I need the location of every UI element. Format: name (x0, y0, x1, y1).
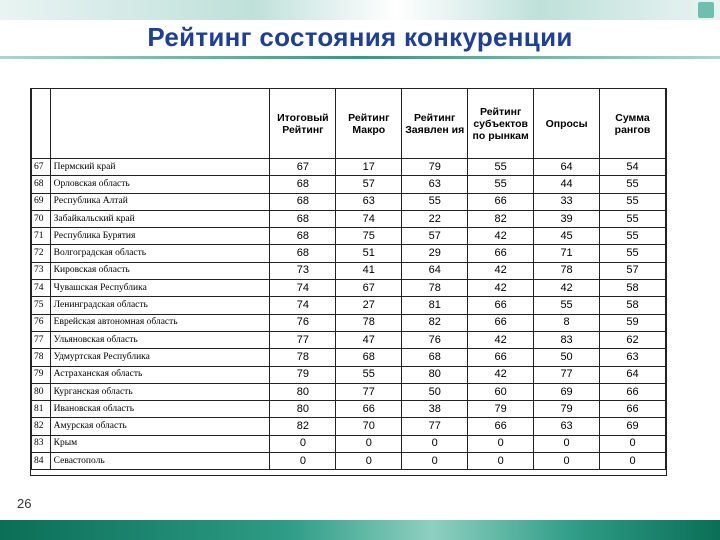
header-surveys: Опросы (534, 89, 600, 159)
cell-surveys: 45 (534, 228, 600, 245)
row-index: 76 (32, 314, 51, 331)
cell-applications-rating: 81 (402, 297, 468, 314)
cell-markets-rating: 55 (468, 176, 534, 193)
cell-total-rating: 0 (270, 453, 336, 470)
row-index: 70 (32, 210, 51, 227)
cell-applications-rating: 82 (402, 314, 468, 331)
table-row (32, 193, 666, 210)
row-region-name: Курганская область (50, 383, 270, 400)
row-index: 84 (32, 453, 51, 470)
cell-markets-rating: 42 (468, 366, 534, 383)
cell-total-rating: 73 (270, 262, 336, 279)
row-index: 78 (32, 349, 51, 366)
cell-markets-rating: 66 (468, 193, 534, 210)
cell-total-rating: 0 (270, 435, 336, 452)
cell-total-rating: 82 (270, 418, 336, 435)
row-index: 68 (32, 176, 51, 193)
cell-total-rating: 78 (270, 349, 336, 366)
top-decorative-bar (0, 0, 720, 20)
cell-rank-sum: 66 (600, 383, 666, 400)
row-region-name: Чувашская Республика (50, 280, 270, 297)
table-row (32, 435, 666, 452)
table-row (32, 210, 666, 227)
row-region-name: Пермский край (50, 159, 270, 176)
row-index: 75 (32, 297, 51, 314)
cell-applications-rating: 38 (402, 401, 468, 418)
row-region-name: Астраханская область (50, 366, 270, 383)
cell-markets-rating: 0 (468, 435, 534, 452)
row-region-name: Удмуртская Республика (50, 349, 270, 366)
row-region-name: Еврейская автономная область (50, 314, 270, 331)
cell-total-rating: 68 (270, 176, 336, 193)
cell-markets-rating: 66 (468, 314, 534, 331)
cell-macro-rating: 0 (336, 435, 402, 452)
cell-surveys: 64 (534, 159, 600, 176)
cell-rank-sum: 54 (600, 159, 666, 176)
cell-surveys: 39 (534, 210, 600, 227)
row-region-name: Орловская область (50, 176, 270, 193)
row-region-name: Кировская область (50, 262, 270, 279)
cell-surveys: 79 (534, 401, 600, 418)
row-region-name: Забайкальский край (50, 210, 270, 227)
cell-applications-rating: 79 (402, 159, 468, 176)
cell-rank-sum: 55 (600, 210, 666, 227)
cell-macro-rating: 78 (336, 314, 402, 331)
cell-total-rating: 67 (270, 159, 336, 176)
table-row (32, 383, 666, 400)
cell-surveys: 83 (534, 331, 600, 348)
row-region-name: Крым (50, 435, 270, 452)
cell-applications-rating: 50 (402, 383, 468, 400)
header-index-blank (32, 89, 51, 159)
row-region-name: Республика Алтай (50, 193, 270, 210)
cell-rank-sum: 55 (600, 176, 666, 193)
cell-surveys: 44 (534, 176, 600, 193)
row-region-name: Севастополь (50, 453, 270, 470)
cell-total-rating: 68 (270, 245, 336, 262)
cell-macro-rating: 74 (336, 210, 402, 227)
row-index: 71 (32, 228, 51, 245)
cell-applications-rating: 22 (402, 210, 468, 227)
row-region-name: Ульяновская область (50, 331, 270, 348)
table-row (32, 159, 666, 176)
cell-rank-sum: 58 (600, 280, 666, 297)
cell-total-rating: 77 (270, 331, 336, 348)
cell-surveys: 55 (534, 297, 600, 314)
cell-macro-rating: 68 (336, 349, 402, 366)
cell-surveys: 33 (534, 193, 600, 210)
row-region-name: Республика Бурятия (50, 228, 270, 245)
cell-rank-sum: 59 (600, 314, 666, 331)
table-header-row (32, 89, 666, 159)
cell-total-rating: 76 (270, 314, 336, 331)
row-index: 74 (32, 280, 51, 297)
cell-markets-rating: 79 (468, 401, 534, 418)
row-index: 81 (32, 401, 51, 418)
cell-rank-sum: 57 (600, 262, 666, 279)
table-row (32, 418, 666, 435)
cell-rank-sum: 0 (600, 435, 666, 452)
row-index: 69 (32, 193, 51, 210)
cell-surveys: 71 (534, 245, 600, 262)
row-region-name: Волгоградская область (50, 245, 270, 262)
row-index: 82 (32, 418, 51, 435)
row-index: 67 (32, 159, 51, 176)
row-index: 72 (32, 245, 51, 262)
table-body (32, 159, 666, 470)
table-row (32, 331, 666, 348)
cell-total-rating: 68 (270, 210, 336, 227)
cell-applications-rating: 78 (402, 280, 468, 297)
cell-rank-sum: 69 (600, 418, 666, 435)
cell-rank-sum: 55 (600, 228, 666, 245)
cell-applications-rating: 63 (402, 176, 468, 193)
table-row (32, 401, 666, 418)
table-row (32, 314, 666, 331)
cell-markets-rating: 42 (468, 280, 534, 297)
cell-rank-sum: 0 (600, 453, 666, 470)
cell-surveys: 77 (534, 366, 600, 383)
row-region-name: Ивановская область (50, 401, 270, 418)
cell-total-rating: 68 (270, 193, 336, 210)
cell-macro-rating: 55 (336, 366, 402, 383)
cell-markets-rating: 66 (468, 245, 534, 262)
cell-markets-rating: 42 (468, 262, 534, 279)
cell-rank-sum: 64 (600, 366, 666, 383)
cell-macro-rating: 27 (336, 297, 402, 314)
row-region-name: Ленинградская область (50, 297, 270, 314)
cell-macro-rating: 41 (336, 262, 402, 279)
table-row (32, 176, 666, 193)
cell-markets-rating: 42 (468, 228, 534, 245)
cell-markets-rating: 66 (468, 418, 534, 435)
row-region-name: Амурская область (50, 418, 270, 435)
row-index: 83 (32, 435, 51, 452)
table-row (32, 297, 666, 314)
cell-rank-sum: 63 (600, 349, 666, 366)
cell-applications-rating: 0 (402, 435, 468, 452)
cell-rank-sum: 55 (600, 245, 666, 262)
cell-macro-rating: 47 (336, 331, 402, 348)
cell-surveys: 0 (534, 435, 600, 452)
row-index: 80 (32, 383, 51, 400)
cell-applications-rating: 80 (402, 366, 468, 383)
cell-total-rating: 80 (270, 401, 336, 418)
cell-applications-rating: 76 (402, 331, 468, 348)
cell-applications-rating: 64 (402, 262, 468, 279)
title-underline (0, 56, 720, 59)
cell-surveys: 50 (534, 349, 600, 366)
header-total-rating: Итоговый Рейтинг (270, 89, 336, 159)
cell-macro-rating: 70 (336, 418, 402, 435)
cell-rank-sum: 55 (600, 193, 666, 210)
table-row (32, 245, 666, 262)
row-index: 79 (32, 366, 51, 383)
cell-rank-sum: 58 (600, 297, 666, 314)
cell-macro-rating: 77 (336, 383, 402, 400)
cell-macro-rating: 51 (336, 245, 402, 262)
cell-rank-sum: 66 (600, 401, 666, 418)
cell-applications-rating: 57 (402, 228, 468, 245)
header-macro-rating: Рейтинг Макро (336, 89, 402, 159)
header-rank-sum: Сумма рангов (600, 89, 666, 159)
cell-markets-rating: 60 (468, 383, 534, 400)
cell-markets-rating: 66 (468, 297, 534, 314)
cell-surveys: 0 (534, 453, 600, 470)
cell-total-rating: 79 (270, 366, 336, 383)
competition-rating-table (31, 89, 666, 470)
cell-macro-rating: 17 (336, 159, 402, 176)
cell-total-rating: 80 (270, 383, 336, 400)
cell-surveys: 69 (534, 383, 600, 400)
cell-markets-rating: 42 (468, 331, 534, 348)
cell-macro-rating: 75 (336, 228, 402, 245)
row-index: 73 (32, 262, 51, 279)
cell-total-rating: 74 (270, 280, 336, 297)
rating-table-container (30, 88, 667, 476)
cell-macro-rating: 0 (336, 453, 402, 470)
cell-total-rating: 74 (270, 297, 336, 314)
table-row (32, 366, 666, 383)
cell-macro-rating: 66 (336, 401, 402, 418)
cell-surveys: 78 (534, 262, 600, 279)
row-index: 77 (32, 331, 51, 348)
table-row (32, 349, 666, 366)
corner-logo-icon (698, 2, 714, 18)
cell-total-rating: 68 (270, 228, 336, 245)
cell-macro-rating: 63 (336, 193, 402, 210)
table-row (32, 262, 666, 279)
cell-markets-rating: 66 (468, 349, 534, 366)
cell-markets-rating: 82 (468, 210, 534, 227)
cell-applications-rating: 0 (402, 453, 468, 470)
cell-markets-rating: 55 (468, 159, 534, 176)
table-row (32, 280, 666, 297)
table-row (32, 228, 666, 245)
slide-title: Рейтинг состояния конкуренции (147, 22, 573, 52)
cell-macro-rating: 67 (336, 280, 402, 297)
bottom-decorative-bar (0, 520, 720, 540)
cell-applications-rating: 29 (402, 245, 468, 262)
cell-applications-rating: 55 (402, 193, 468, 210)
cell-rank-sum: 62 (600, 331, 666, 348)
cell-surveys: 63 (534, 418, 600, 435)
cell-markets-rating: 0 (468, 453, 534, 470)
cell-macro-rating: 57 (336, 176, 402, 193)
cell-applications-rating: 77 (402, 418, 468, 435)
page-number: 26 (17, 496, 32, 511)
header-applications-rating: Рейтинг Заявлен ия (402, 89, 468, 159)
header-markets-rating: Рейтинг субъектов по рынкам (468, 89, 534, 159)
cell-applications-rating: 68 (402, 349, 468, 366)
cell-surveys: 42 (534, 280, 600, 297)
header-region-blank (50, 89, 270, 159)
cell-surveys: 8 (534, 314, 600, 331)
table-row (32, 453, 666, 470)
